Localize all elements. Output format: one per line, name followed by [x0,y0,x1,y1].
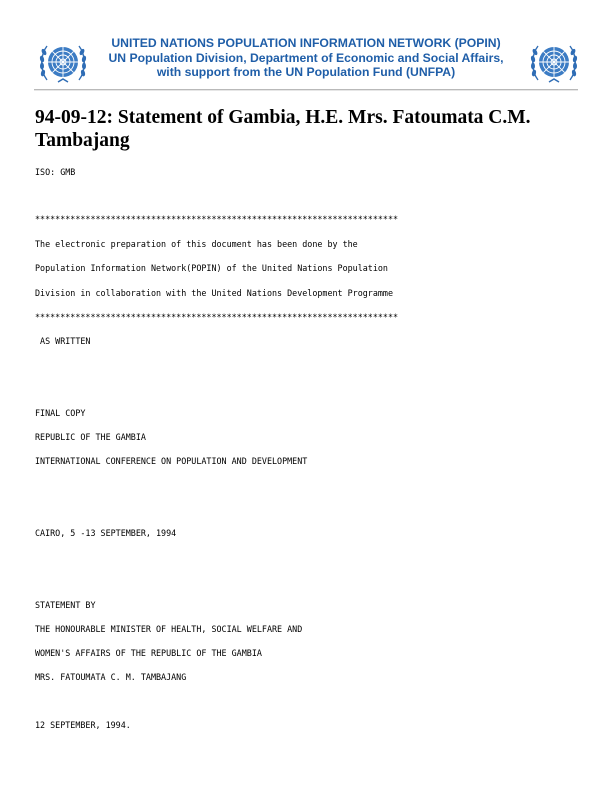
speaker-name: MRS. FATOUMATA C. M. TAMBAJANG [35,672,187,682]
page-header [34,36,578,90]
page-title: 94-09-12: Statement of Gambia, H.E. Mrs. Fatoumata C.M. Tambajang [35,107,531,151]
conference-label: INTERNATIONAL CONFERENCE ON POPULATION AND DEVELOPMENT [35,456,308,466]
header-line-1: UNITED NATIONS POPULATION INFORMATION NETWORK (POPIN) [111,36,501,50]
preface-line-3: Division in collaboration with the United Nations Development Programme [35,288,393,298]
header-line-3: with support from the UN Population Fund (UNFPA) [156,65,456,79]
un-emblem-icon [529,38,579,88]
header-divider [34,89,578,91]
location-date-label: CAIRO, 5 -13 SEPTEMBER, 1994 [35,528,177,538]
star-divider-bottom: ************************************************************************ [35,312,399,322]
minister-title-line-2: WOMEN'S AFFAIRS OF THE REPUBLIC OF THE GAMBIA [35,648,262,658]
header-line-2: UN Population Division, Department of Economic and Social Affairs, [108,50,504,65]
minister-title-line-1: THE HONOURABLE MINISTER OF HEALTH, SOCIAL WELFARE AND [35,624,303,634]
statement-date: 12 SEPTEMBER, 1994. [35,720,131,730]
un-emblem-icon [38,38,88,88]
final-copy-label: FINAL COPY [35,408,86,418]
preface-line-1: The electronic preparation of this document has been done by the [35,239,358,249]
as-written-note: AS WRITTEN [35,336,91,346]
preface-line-2: Population Information Network(POPIN) of the United Nations Population [35,263,388,273]
republic-label: REPUBLIC OF THE GAMBIA [35,432,146,442]
iso-code: ISO: GMB [35,167,76,177]
header-title-block [92,36,520,80]
star-divider-top: ************************************************************************ [35,214,399,224]
statement-by-label: STATEMENT BY [35,600,96,610]
